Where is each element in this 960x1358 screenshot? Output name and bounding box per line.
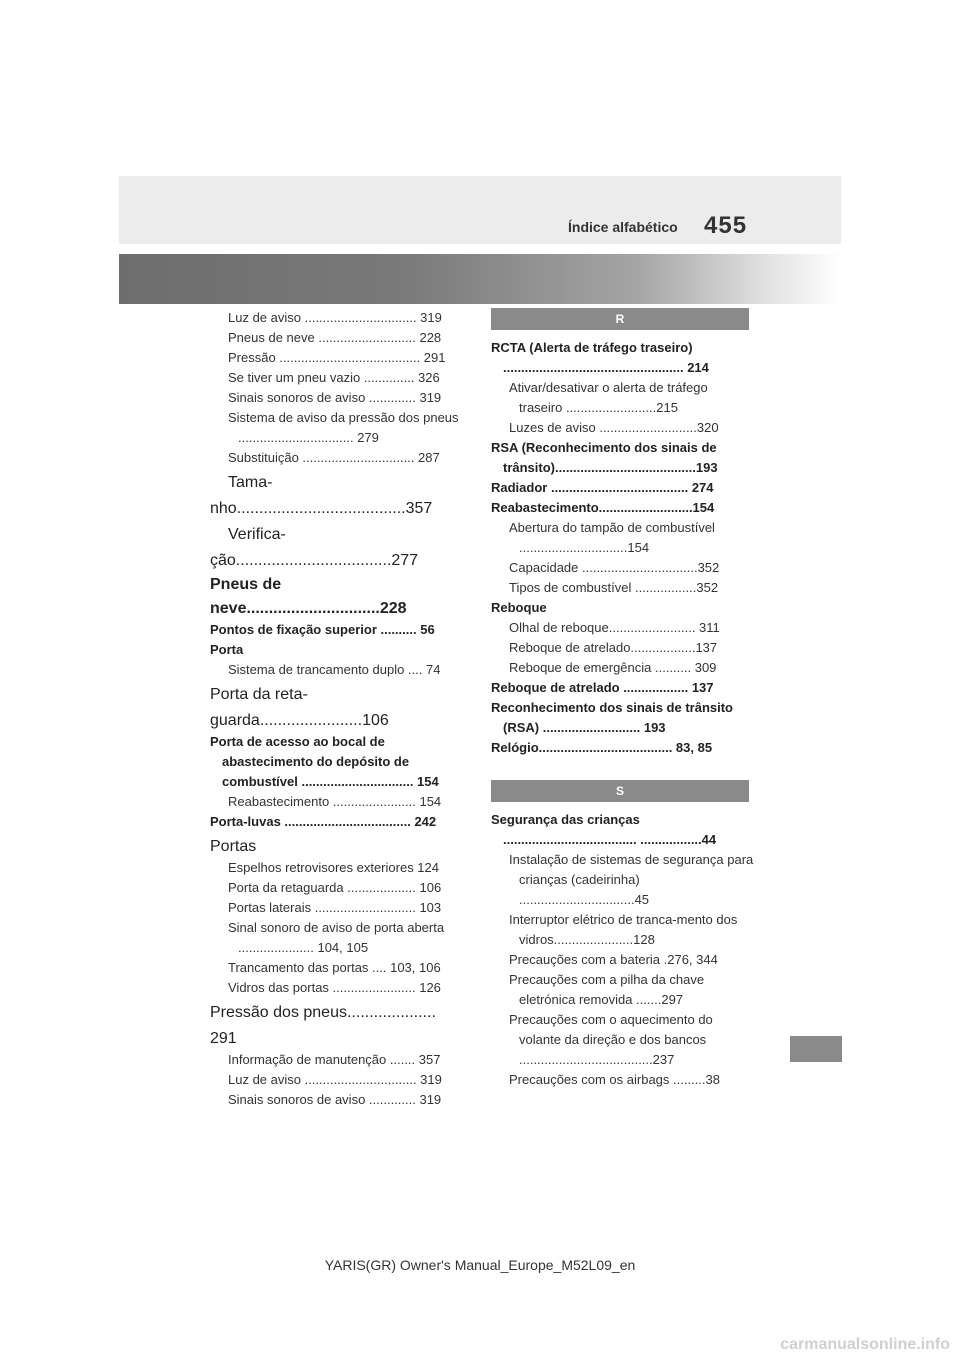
index-subentry: Reboque de emergência .......... 309 bbox=[509, 660, 717, 675]
section-letter-header: S bbox=[491, 780, 749, 802]
index-subentry: Informação de manutenção ....... 357 bbox=[228, 1052, 441, 1067]
index-entry: Reabastecimento..........................154 bbox=[491, 500, 715, 515]
index-entry: RCTA (Alerta de tráfego traseiro) .................................................. 214 bbox=[491, 340, 709, 375]
index-entry: Porta da reta- bbox=[210, 686, 308, 703]
index-subentry: Precauções com a bateria .276, 344 bbox=[509, 952, 718, 967]
index-subentry: Precauções com a pilha da chave eletrónica removida .......297 bbox=[509, 972, 705, 1007]
index-subentry: Luzes de aviso ...........................320 bbox=[509, 420, 719, 435]
index-entry: Portas bbox=[210, 838, 257, 855]
index-entry: Porta bbox=[210, 642, 244, 657]
index-subentry: Reboque de atrelado..................137 bbox=[509, 640, 718, 655]
section-spacer bbox=[491, 758, 754, 780]
index-subentry: Sinais sonoros de aviso ............. 319 bbox=[228, 390, 442, 405]
index-column-right bbox=[491, 308, 754, 1090]
index-subentry: Luz de aviso ............................... 319 bbox=[228, 1072, 442, 1087]
index-subentry: Espelhos retrovisores exteriores 124 bbox=[228, 860, 439, 875]
index-subentry: Porta da retaguarda ................... 106 bbox=[228, 880, 442, 895]
index-entry: neve..............................228 bbox=[210, 600, 407, 617]
index-subentry: Sistema de trancamento duplo .... 74 bbox=[228, 662, 441, 677]
index-subentry: Abertura do tampão de combustível ..............................154 bbox=[509, 520, 715, 555]
index-subentry: Sinais sonoros de aviso ............. 319 bbox=[228, 1092, 442, 1107]
index-entry: RSA (Reconhecimento dos sinais de trânsito).......................................193 bbox=[491, 440, 718, 475]
chapter-bar bbox=[119, 254, 841, 304]
index-entry: Tama- bbox=[228, 474, 273, 491]
index-subentry: Capacidade ................................352 bbox=[509, 560, 720, 575]
index-entry: Porta de acesso ao bocal de abastecimento do depósito de combustível ............................... 154 bbox=[210, 734, 439, 789]
page-number: 455 bbox=[704, 212, 748, 239]
index-entry: Segurança das crianças ..................................... .................44 bbox=[491, 812, 717, 847]
index-entry: Pontos de fixação superior .......... 56 bbox=[210, 622, 435, 637]
index-subentry: Precauções com o aquecimento do volante da direção e dos bancos .....................................237 bbox=[509, 1012, 713, 1067]
index-entry: Verifica- bbox=[228, 526, 286, 543]
index-entry: Porta-luvas ................................... 242 bbox=[210, 814, 437, 829]
index-subentry: Sinal sonoro de aviso de porta aberta ..................... 104, 105 bbox=[228, 920, 445, 955]
index-entry: Reconhecimento dos sinais de trânsito (RSA) ........................... 193 bbox=[491, 700, 733, 735]
index-entry: guarda.......................106 bbox=[210, 712, 389, 729]
index-subentry: Trancamento das portas .... 103, 106 bbox=[228, 960, 441, 975]
index-subentry: Instalação de sistemas de segurança para crianças (cadeirinha) ................................45 bbox=[509, 852, 754, 907]
index-entry: 291 bbox=[210, 1030, 237, 1047]
index-column-left bbox=[210, 308, 466, 1110]
index-subentry: Substituição ............................... 287 bbox=[228, 450, 440, 465]
index-subentry: Portas laterais ............................ 103 bbox=[228, 900, 442, 915]
index-subentry: Reabastecimento ....................... 154 bbox=[228, 794, 442, 809]
index-subentry: Precauções com os airbags .........38 bbox=[509, 1072, 720, 1087]
footer-manual-id: YARIS(GR) Owner's Manual_Europe_M52L09_en bbox=[324, 1257, 636, 1273]
section-letter-header: R bbox=[491, 308, 749, 330]
index-subentry: Pneus de neve ........................... 228 bbox=[228, 330, 442, 345]
section-title: Índice alfabético bbox=[568, 219, 678, 235]
index-subentry: Luz de aviso ............................... 319 bbox=[228, 310, 442, 325]
index-entry: Relógio..................................... 83, 85 bbox=[491, 740, 713, 755]
index-subentry: Vidros das portas ....................... 126 bbox=[228, 980, 441, 995]
index-subentry: Tipos de combustível .................352 bbox=[509, 580, 719, 595]
index-subentry: Olhal de reboque........................ 311 bbox=[509, 620, 720, 635]
index-entry: ção...................................277 bbox=[210, 552, 419, 569]
index-entry: Pneus de bbox=[210, 576, 282, 593]
index-subentry: Pressão ....................................... 291 bbox=[228, 350, 446, 365]
index-subentry: Interruptor elétrico de tranca-mento dos vidros......................128 bbox=[509, 912, 738, 947]
index-entry: Reboque bbox=[491, 600, 547, 615]
chapter-side-tab bbox=[790, 1036, 842, 1062]
watermark: carmanualsonline.info bbox=[780, 1336, 950, 1353]
index-entry: nho......................................357 bbox=[210, 500, 433, 517]
index-subentry: Ativar/desativar o alerta de tráfego traseiro .........................215 bbox=[509, 380, 708, 415]
index-subentry: Sistema de aviso da pressão dos pneus ................................ 279 bbox=[228, 410, 459, 445]
index-subentry: Se tiver um pneu vazio .............. 326 bbox=[228, 370, 440, 385]
index-entry: Radiador ...................................... 274 bbox=[491, 480, 714, 495]
index-entry: Reboque de atrelado .................. 137 bbox=[491, 680, 714, 695]
index-entry: Pressão dos pneus.................... bbox=[210, 1004, 436, 1021]
